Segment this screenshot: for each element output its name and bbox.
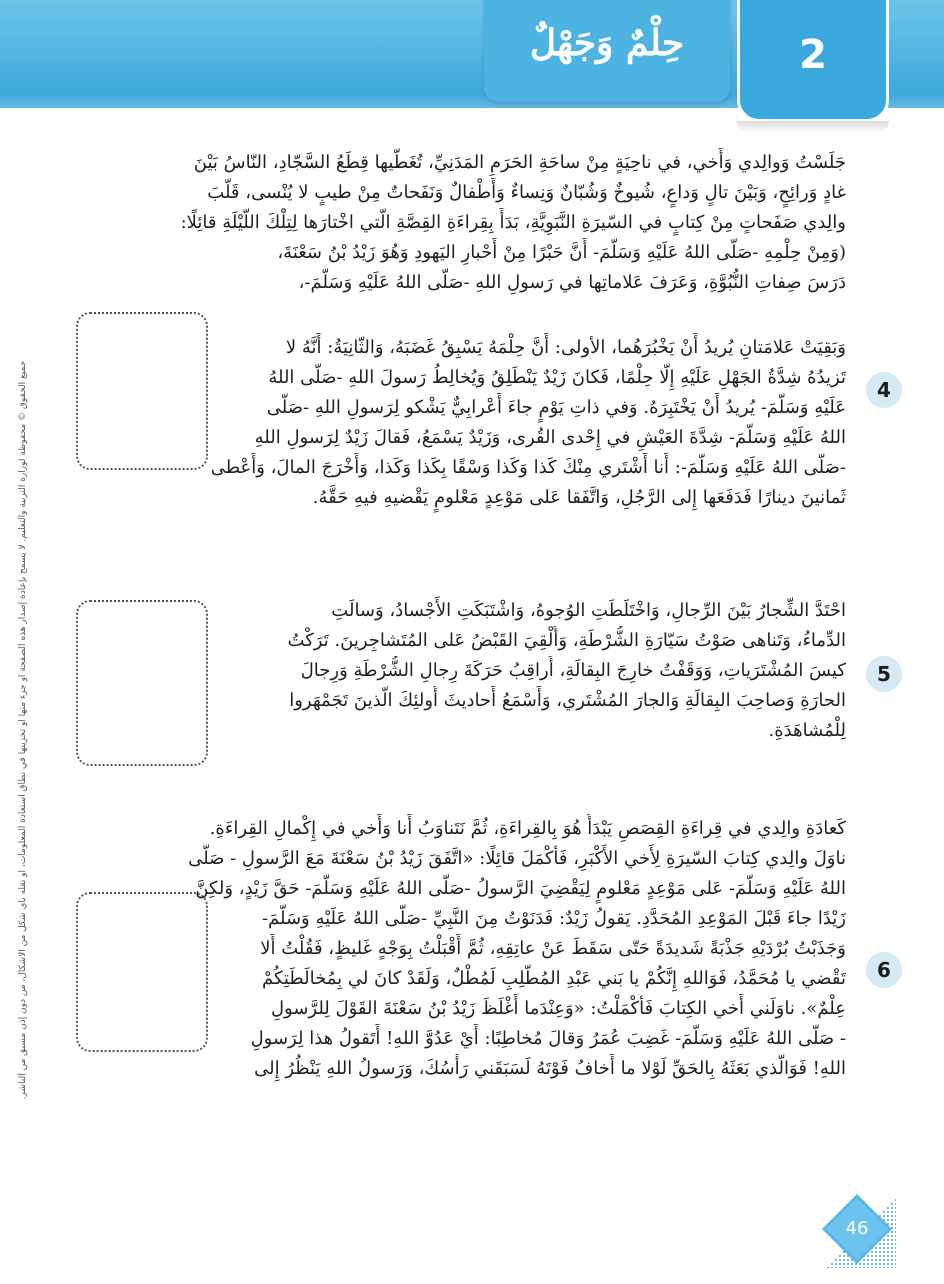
text-line: والِدي صَفَحاتٍ مِنْ كِتابٍ في السّيرَةِ النَّبَوِيَّةِ، بَدَأَ بِقِراءَةِ القِصَّةِ الَّتي اخْتارَها لِتِلْكَ اللَّيْلَةِ قائِلًا:: [180, 212, 846, 233]
text-line: اللهُ عَلَيْهِ وَسَلَّمَ- عَلى مَوْعِدٍ مَعْلومٍ لِيَقْضِيَ الرَّسولُ -صَلّى اللهُ عَلَيْهِ وَسَلَّمَ- حَقَّ زَيْدٍ، وَلكِنَّ: [195, 878, 846, 899]
text-line: احْتَدَّ الشِّجارُ بَيْنَ الرِّجالِ، وَاخْتَلَطَتِ الوُجوهُ، وَاشْتَبَكَتِ الأَجْسادُ، وَسالَتِ: [331, 600, 846, 621]
text-line: وَجَذَبْتُ بُرْدَيْهِ جَذْبَةً شَديدَةً حَتّى سَقَطَ عَنْ عاتِقِهِ، ثُمَّ أَقْبَلْتُ بِوَجْهٍ غَليظٍ، فَقُلْتُ أَلا: [260, 938, 846, 959]
text-line: اللهِ! فَوَالَّذي بَعَثَهُ بِالحَقِّ لَوْلا ما أَخافُ فَوْتَهُ لَسَبَقَني رَأْسُكَ، وَرَسولُ اللهِ يَنْظُرُ إِلى: [254, 1058, 846, 1079]
text-line: اللهُ عَلَيْهِ وَسَلَّمَ- شِدَّةَ العَيْشِ في إِحْدى القُرى، وَزَيْدٌ يَسْمَعُ، فَقالَ زَيْدٌ لِرَسولِ اللهِ: [254, 427, 846, 448]
text-line: الدِّماءُ، وَتَناهى صَوْتُ سَيّارَةِ الشُّرْطَةِ، وَأُلْقِيَ القَبْضُ عَلى المُتَشاجِرينَ. تَرَكْتُ: [287, 630, 846, 651]
paragraph-marker-6: 6: [866, 952, 902, 988]
text-line: كيسَ المُشْتَرَياتِ، وَوَقَفْتُ خارِجَ البِقالَةِ، أُراقِبُ حَرَكَةَ رِجالِ الشُّرْطَةِ وَرِجالَ: [300, 660, 846, 681]
text-line: عِلْمٌ». ناوَلَني أَخي الكِتابَ فَأَكْمَلْتُ: «وَعِنْدَما أَغْلَظَ زَيْدُ بْنُ سَعْنَةَ القَوْلَ لِلرَّسولِ: [270, 998, 846, 1019]
text-line: تَزيدُهُ شِدَّةُ الجَهْلِ عَلَيْهِ إِلّا حِلْمًا، فَكانَ زَيْدٌ يَنْطَلِقُ وَيُخالِطُ رَسولَ اللهِ -صَلّى اللهُ: [268, 367, 846, 388]
page-number: 46: [845, 1218, 869, 1239]
text-line: زَيْدًا جاءَ قَبْلَ المَوْعِدِ المُحَدَّدِ. يَقولُ زَيْدٌ: فَدَنَوْتُ مِنَ النَّبِيِّ -صَلّى اللهُ عَلَيْهِ وَسَلَّمَ-: [261, 908, 846, 929]
text-line: جَلَسْتُ وَوالِدي وَأَخي، في ناحِيَةٍ مِنْ ساحَةِ الحَرَمِ المَدَنِيِّ، تُغَطّيها قِطَعُ السَّجّادِ، النّاسُ بَيْنَ: [193, 152, 846, 173]
text-line: - صَلّى اللهُ عَلَيْهِ وَسَلَّمَ- غَضِبَ عُمَرُ وَقالَ مُخاطِبًا: أَيْ عَدُوَّ اللهِ! أَتَقولُ هذا لِرَسولِ: [250, 1028, 846, 1049]
text-line: لِلْمُشاهَدَةِ.: [768, 720, 846, 741]
text-line: تَقْضي يا مُحَمَّدُ، فَوَاللهِ إِنَّكُمْ يا بَني عَبْدِ المُطَّلِبِ لَمُطْلٌ، وَلَقَدْ كانَ لي بِمُخالَطَتِكُمْ: [261, 968, 846, 989]
paragraph-marker-4: 4: [866, 372, 902, 408]
paragraph-6: [126, 814, 846, 1084]
paragraph-4: [126, 333, 846, 513]
text-line: دَرَسَ صِفاتِ النُّبُوَّةِ، وَعَرَفَ عَلاماتِها في رَسولِ اللهِ -صَلّى اللهُ عَلَيْهِ وَسَلَّمَ-،: [298, 272, 846, 293]
text-line: كَعادَةِ والِدي في قِراءَةِ القِصَصِ يَبْدَأُ هُوَ بِالقِراءَةِ، ثُمَّ نَتَناوَبُ أَنا وَأَخي في إِكْمالِ القِراءَةِ.: [209, 818, 846, 839]
text-line: -صَلّى اللهُ عَلَيْهِ وَسَلَّمَ-: أَنا أَشْتَري مِنْكَ كَذا وَكَذا وَسْقًا بِكَذا وَكَذا، وَأَخْرَجَ المالَ، وَأَعْطى: [210, 457, 846, 478]
text-line: وَبَقِيَتْ عَلامَتانِ يُريدُ أَنْ يَخْبُرَهُما، الأولى: أَنَّ حِلْمَهُ يَسْبِقُ غَضَبَهُ، وَالثّانِيَةُ: أَنَّهُ لا: [285, 337, 846, 358]
copyright-notice: جميع الحقوق © محفوظة لوزارة التربية والتعليم. لا يسمح بإعادة إصدار هذه الصفحة أو جزء منها أو تخزينها في نطاق استعادة المعلومات، أو نقله بأي شكل من الأشكال، من دون إذن مسبق من الناشر.: [18, 360, 28, 1100]
text-line: غادٍ وَرائِحٍ، وَبَيْنَ تالٍ وَداعٍ، شُيوخٌ وَشُبّانٌ وَنِساءٌ وَأَطْفالٌ وَنَفَحاتٌ مِنْ طيبٍ لا يُنْسى، قَلَّبَ: [207, 182, 846, 203]
paragraph-marker-5: 5: [866, 656, 902, 692]
paragraph-intro: [126, 148, 846, 298]
text-line: عَلَيْهِ وَسَلَّمَ- يُريدُ أَنْ يَخْتَبِرَهُ. وَفي ذاتِ يَوْمٍ جاءَ أَعْرابِيٌّ يَشْكو لِرَسولِ اللهِ -صَلّى: [266, 397, 846, 418]
text-line: (وَمِنْ حِلْمِهِ -صَلّى اللهُ عَلَيْهِ وَسَلَّمَ- أَنَّ حَبْرًا مِنْ أَحْبارِ اليَهودِ وَهُوَ زَيْدُ بْنُ سَعْنَةَ،: [277, 242, 846, 263]
text-line: الحارَةِ وَصاحِبَ البِقالَةِ وَالجارَ المُشْتَري، وَأَسْمَعُ أَحاديثَ أُولئِكَ الَّذينَ تَجَمْهَروا: [289, 690, 846, 711]
text-line: ناوَلَ والِدي كِتابَ السّيرَةِ لِأَخي الأَكْبَرِ، فَأَكْمَلَ قائِلًا: «اتَّفَقَ زَيْدُ بْنُ سَعْنَةَ مَعَ الرَّسولِ - صَلّى: [188, 848, 846, 869]
text-line: ثَمانينَ دينارًا فَدَفَعَها إِلى الرَّجُلِ، وَاتَّفَقا عَلى مَوْعِدٍ مَعْلومٍ يَقْضيهِ فيهِ حَقَّهُ.: [312, 487, 846, 508]
paragraph-5: [126, 596, 846, 746]
lesson-title: حِلْمٌ وَجَهْلٌ: [529, 22, 685, 64]
lesson-number: 2: [799, 32, 827, 78]
